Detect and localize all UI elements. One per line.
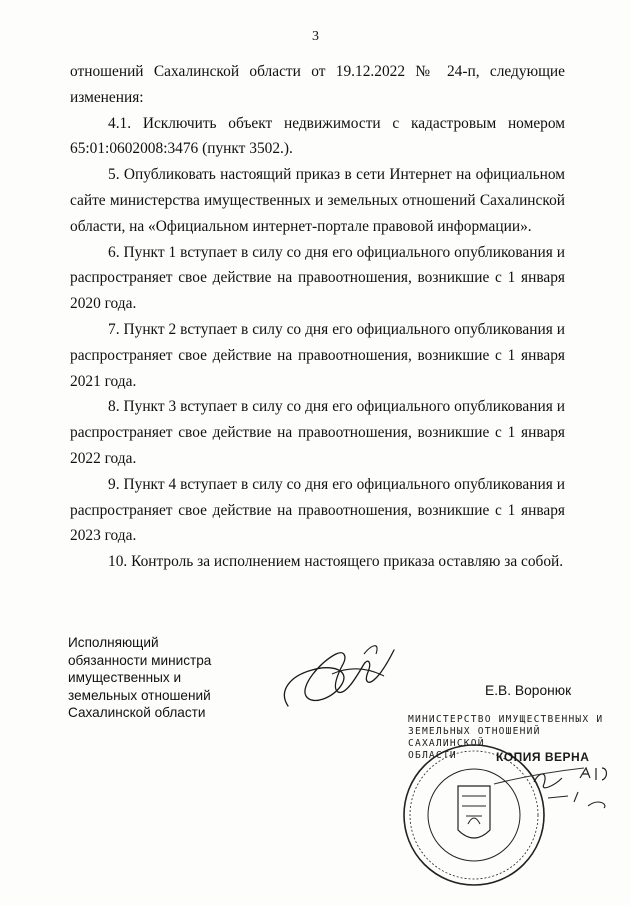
stamp-header-line: ЗЕМЕЛЬНЫХ ОТНОШЕНИЙ САХАЛИНСКОЙ [408,726,541,749]
signatory-position [68,634,268,722]
paragraph: 6. Пункт 1 вступает в силу со дня его официального опубликования и распространяет свое действие на правоотношения, возникшие с 1 января 2020 года. [70,243,565,313]
handwritten-signature [272,636,412,726]
signatory-name: Е.В. Воронюк [485,683,572,698]
signatory-position-line: земельных отношений [68,687,211,703]
signatory-position-line: имущественных и [68,670,182,685]
paragraph: 9. Пункт 4 вступает в силу со дня его официального опубликования и распространяет свое действие на правоотношения, возникшие с 1 января 2023 года. [70,475,565,545]
paragraph: отношений Сахалинской области от 19.12.2022 № 24-п, следующие изменения: [70,63,565,106]
paragraph: 4.1. Исключить объект недвижимости с кадастровым номером 65:01:0602008:3476 (пункт 3502.). [70,114,565,158]
signatory-position-line: обязанности министра [68,652,212,668]
paragraph: 7. Пункт 2 вступает в силу со дня его официального опубликования и распространяет свое действие на правоотношения, возникшие с 1 января 2021 года. [70,320,565,390]
paragraph: 8. Пункт 3 вступает в силу со дня его официального опубликования и распространяет свое действие на правоотношения, возникшие с 1 января 2022 года. [70,398,565,467]
certification-stamp [398,712,631,905]
paragraph: 10. Контроль за исполнением настоящего приказа оставляю за собой. [108,553,564,571]
stamp-header-line: ОБЛАСТИ [408,750,457,761]
page-number: 3 [312,29,319,44]
paragraph: 5. Опубликовать настоящий приказ в сети Интернет на официальном сайте министерства имущественных и земельных отношений Сахалинской области, на «Официальном интернет-портале правовой информации». [70,166,565,235]
stamp-header-line: МИНИСТЕРСТВО ИМУЩЕСТВЕННЫХ И [408,714,604,725]
signatory-position-line: Исполняющий [68,635,159,650]
document-body [70,59,565,575]
copy-certified-label: КОПИЯ ВЕРНА [496,750,590,764]
signatory-position-line: Сахалинской области [68,705,206,720]
